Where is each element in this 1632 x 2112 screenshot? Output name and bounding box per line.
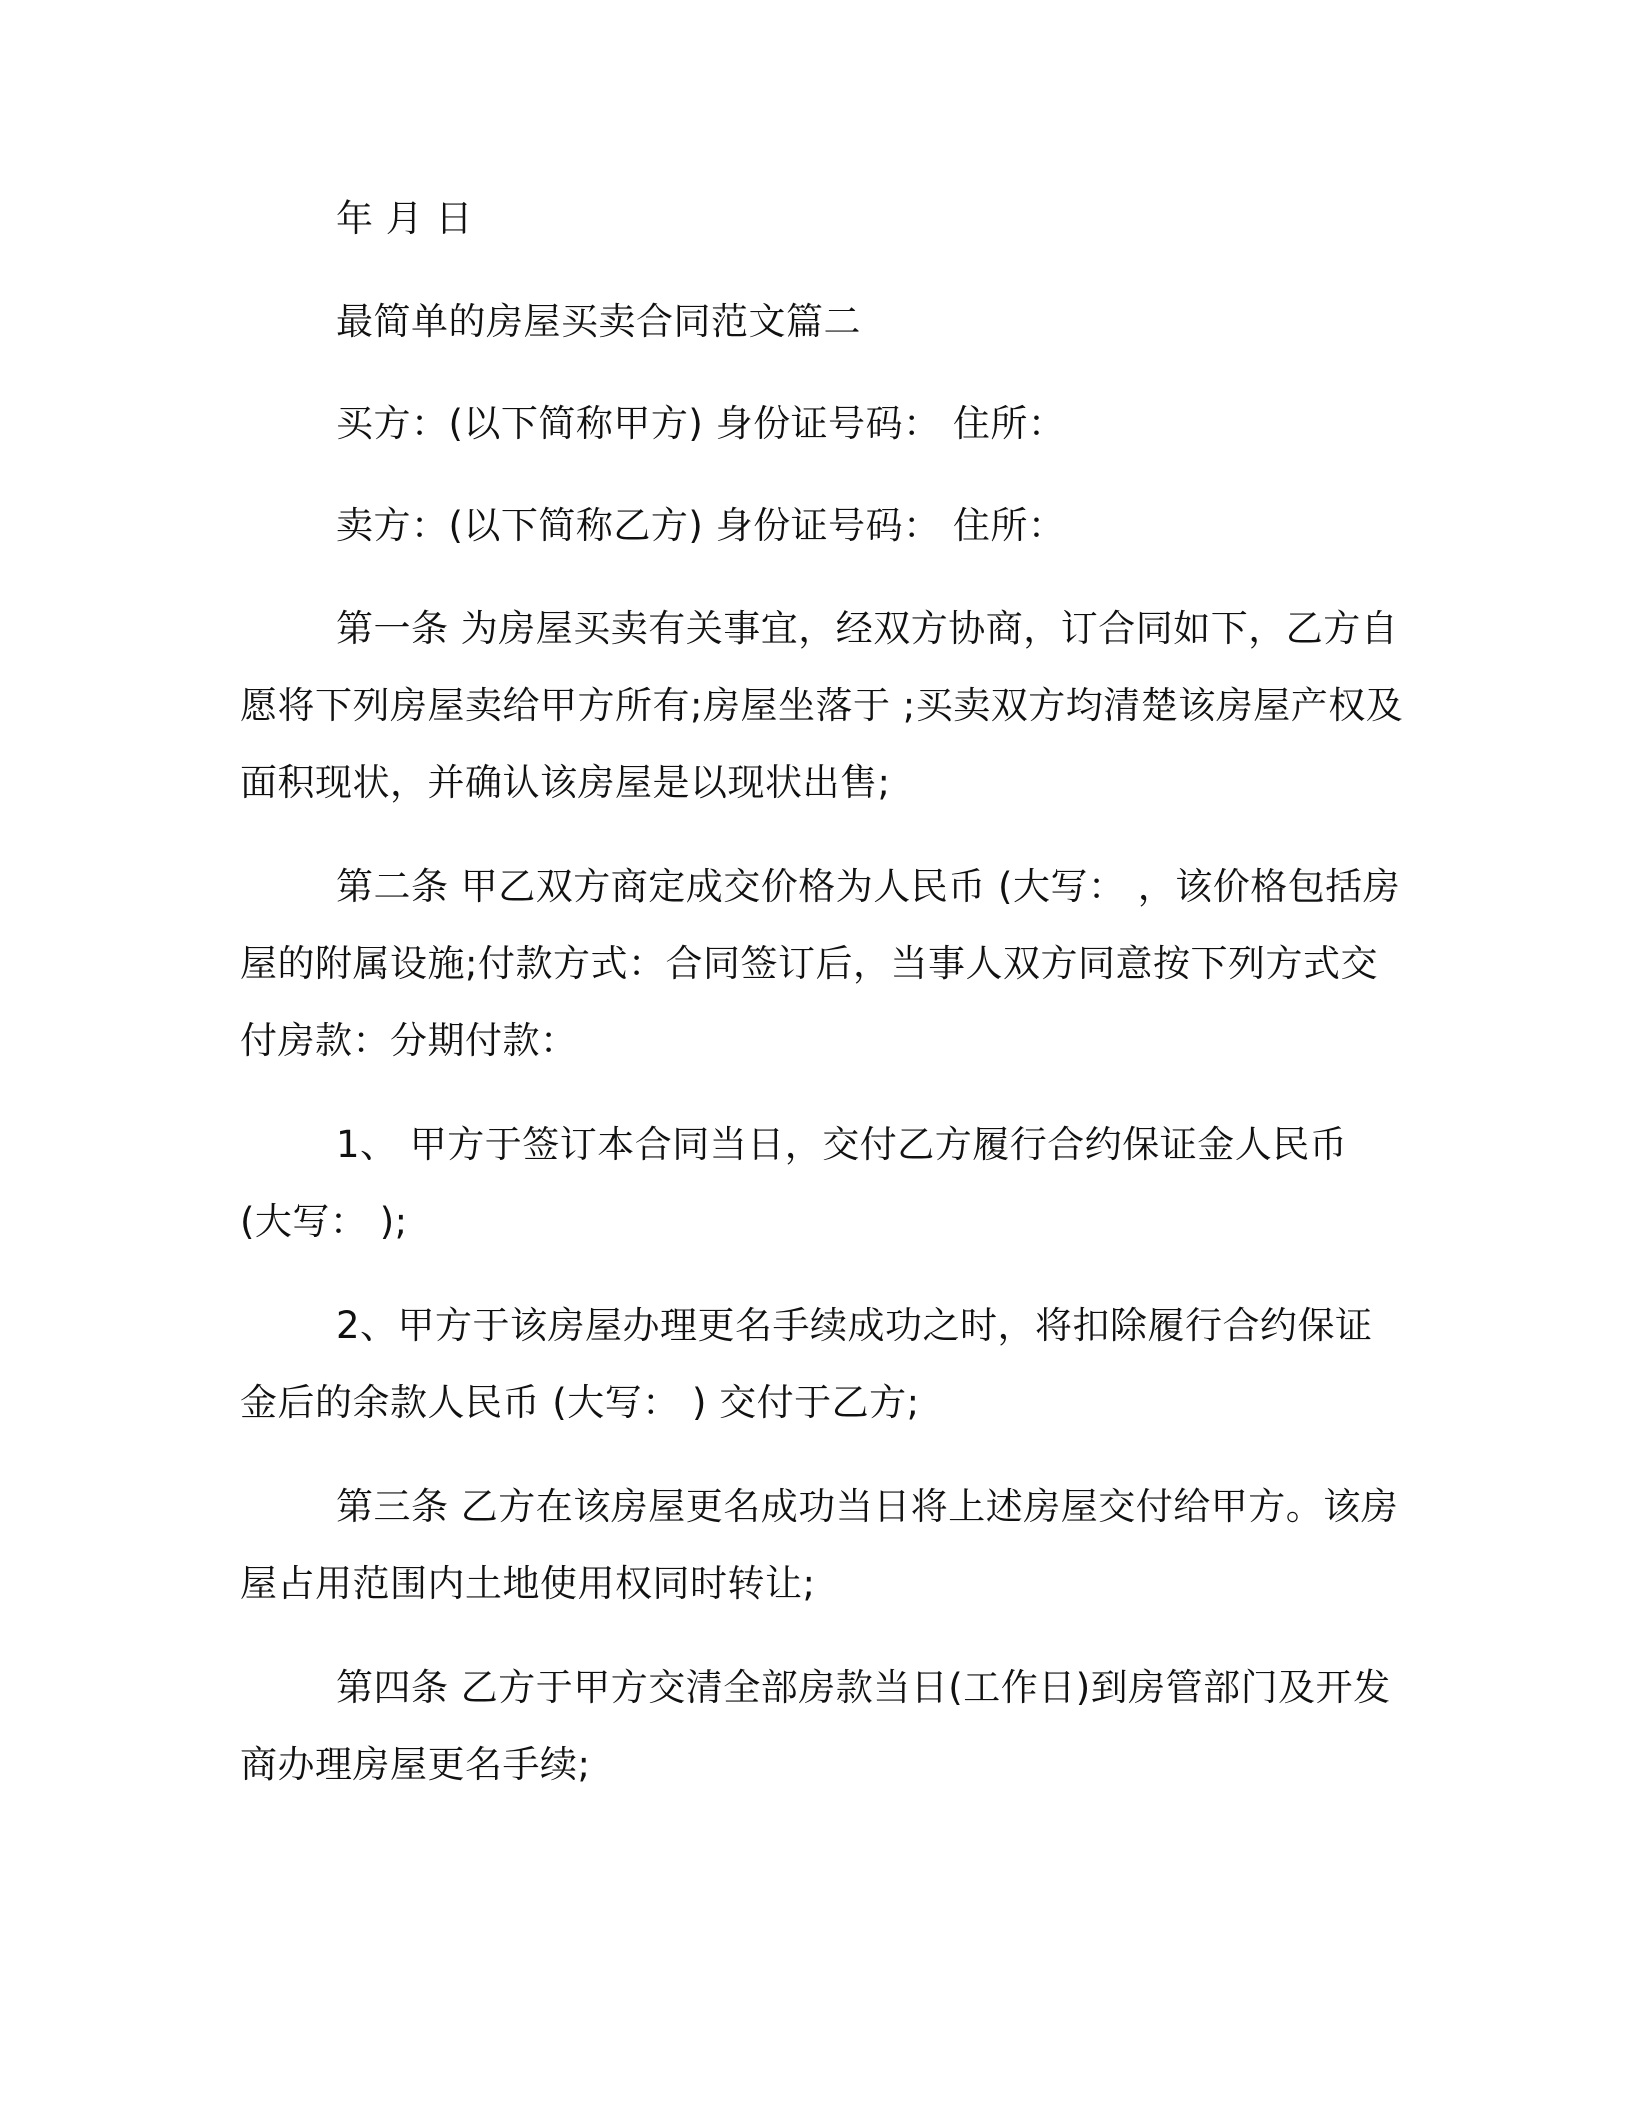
document-title: 最简单的房屋买卖合同范文篇二 — [336, 300, 861, 343]
article-2-line: 付房款：分期付款： — [240, 1019, 578, 1062]
article-1-line: 第一条 为房屋买卖有关事宜，经双方协商，订合同如下，乙方自 — [336, 607, 1399, 650]
article-3-line: 屋占用范围内土地使用权同时转让; — [240, 1562, 816, 1605]
payment-item-2-line: 金后的余款人民币 (大写： ) 交付于乙方; — [240, 1381, 920, 1424]
seller-line: 卖方：(以下简称乙方) 身份证号码： 住所： — [336, 504, 1066, 547]
payment-item-2-line: 2、甲方于该房屋办理更名手续成功之时，将扣除履行合约保证 — [336, 1304, 1373, 1347]
article-3-line: 第三条 乙方在该房屋更名成功当日将上述房屋交付给甲方。该房 — [336, 1485, 1399, 1528]
buyer-line: 买方：(以下简称甲方) 身份证号码： 住所： — [336, 402, 1066, 445]
article-1-line: 面积现状，并确认该房屋是以现状出售; — [240, 761, 891, 804]
article-4-line: 第四条 乙方于甲方交清全部房款当日(工作日)到房管部门及开发 — [336, 1666, 1391, 1709]
date-line: 年 月 日 — [336, 197, 474, 240]
payment-item-1-line: (大写： ); — [240, 1200, 408, 1243]
article-2-line: 屋的附属设施;付款方式：合同签订后，当事人双方同意按下列方式交 — [240, 942, 1378, 985]
article-4-line: 商办理房屋更名手续; — [240, 1743, 591, 1786]
article-2-line: 第二条 甲乙双方商定成交价格为人民币 (大写： ，该价格包括房 — [336, 865, 1401, 908]
article-1-line: 愿将下列房屋卖给甲方所有;房屋坐落于 ;买卖双方均清楚该房屋产权及 — [240, 684, 1404, 727]
payment-item-1-line: 1、 甲方于签订本合同当日，交付乙方履行合约保证金人民币 — [336, 1123, 1348, 1166]
